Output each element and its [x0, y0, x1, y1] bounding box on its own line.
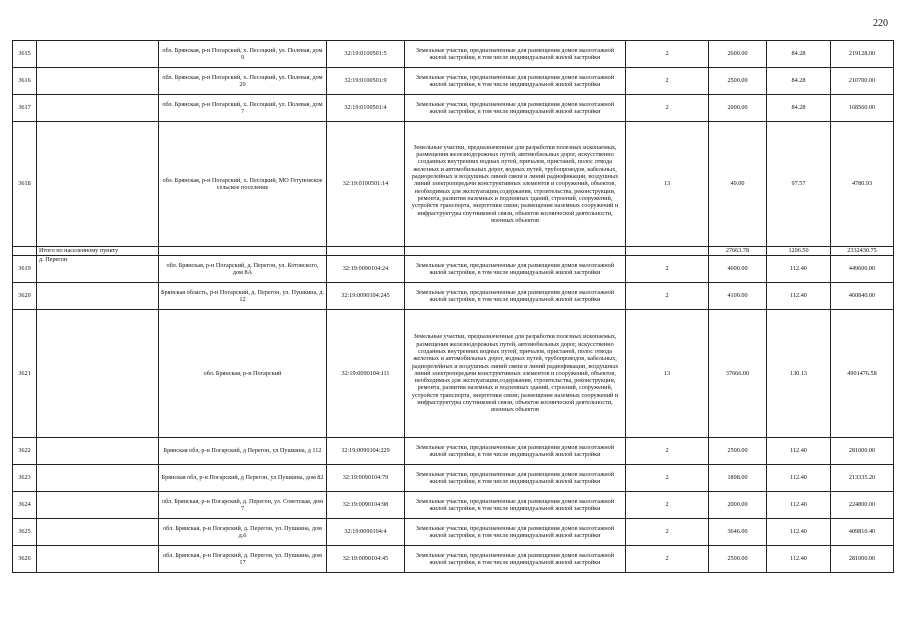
table-row — [13, 122, 894, 247]
cadastral-number-cell: 32:19:0100501:4 — [327, 95, 405, 122]
cadastral-value-cell: 460840.00 — [831, 283, 894, 310]
table-row — [13, 438, 894, 465]
settlement-name-cell: Итого по населенному пункту — [37, 247, 159, 256]
cadastral-value-cell: 2332430.75 — [831, 247, 894, 256]
row-number-cell: 3624 — [13, 492, 37, 519]
row-number-cell: 3623 — [13, 465, 37, 492]
specific-value-cell: 112.40 — [767, 283, 831, 310]
specific-value-cell: 112.40 — [767, 465, 831, 492]
address-cell: обл. Брянская, р-н Погарский, д. Перегон, ул. Советская, дом 7 — [159, 492, 327, 519]
cadastral-number-cell — [327, 247, 405, 256]
cadastral-value-cell: 210700.00 — [831, 68, 894, 95]
settlement-name-cell — [37, 438, 159, 465]
cadastral-number-cell: 32:19:0100501:14 — [327, 122, 405, 247]
cadastral-value-cell: 213335.20 — [831, 465, 894, 492]
specific-value-cell: 1206.50 — [767, 247, 831, 256]
row-number-cell: 3615 — [13, 41, 37, 68]
table-row — [13, 492, 894, 519]
category-code-cell: 2 — [626, 492, 709, 519]
category-code-cell: 2 — [626, 438, 709, 465]
land-cadastral-table — [12, 40, 894, 573]
cadastral-value-cell: 449600.00 — [831, 256, 894, 283]
cadastral-number-cell: 32:19:0090104:4 — [327, 519, 405, 546]
land-use-type-cell: Земельные участки, предназначенные для размещения домов малоэтажной жилой застройки, в том числе индивидуальной жилой застройки — [405, 465, 626, 492]
row-number-cell: 3622 — [13, 438, 37, 465]
address-cell: обл. Брянская, р-н Погарский, х. Песоцкий, ул. Полевая, дом 20 — [159, 68, 327, 95]
category-code-cell: 2 — [626, 95, 709, 122]
address-cell: обл. Брянская, р-н Погарский — [159, 310, 327, 438]
land-use-type-cell: Земельные участки, предназначенные для размещения домов малоэтажной жилой застройки, в том числе индивидуальной жилой застройки — [405, 68, 626, 95]
area-cell: 2600.00 — [709, 41, 767, 68]
cadastral-value-cell: 281000.00 — [831, 438, 894, 465]
row-number-cell: 3616 — [13, 68, 37, 95]
address-cell: обл. Брянская, р-н Погарский, д. Перегон, ул. Котовского, дом 8А — [159, 256, 327, 283]
land-use-type-cell — [405, 247, 626, 256]
category-code-cell: 2 — [626, 465, 709, 492]
table-row — [13, 68, 894, 95]
cadastral-number-cell: 32:19:0090104:111 — [327, 310, 405, 438]
table-row — [13, 41, 894, 68]
cadastral-number-cell: 32:19:0100501:5 — [327, 41, 405, 68]
settlement-name-cell — [37, 68, 159, 95]
category-code-cell: 2 — [626, 256, 709, 283]
category-code-cell — [626, 247, 709, 256]
row-number-cell: 3621 — [13, 310, 37, 438]
specific-value-cell: 97.57 — [767, 122, 831, 247]
area-cell: 4100.00 — [709, 283, 767, 310]
table-row — [13, 95, 894, 122]
settlement-name-cell — [37, 492, 159, 519]
category-code-cell: 2 — [626, 546, 709, 573]
table-row — [13, 519, 894, 546]
land-use-type-cell: Земельные участки, предназначенные для размещения домов малоэтажной жилой застройки, в том числе индивидуальной жилой застройки — [405, 438, 626, 465]
row-number-cell — [13, 247, 37, 256]
settlement-name-cell — [37, 283, 159, 310]
table-row — [13, 256, 894, 283]
table-row — [13, 546, 894, 573]
cadastral-number-cell: 32:19:0090104:229 — [327, 438, 405, 465]
address-cell: обл. Брянская, р-н Погарский, х. Песоцкий, ул. Полевая, дом 7 — [159, 95, 327, 122]
settlement-name-cell — [37, 465, 159, 492]
area-cell: 1898.00 — [709, 465, 767, 492]
specific-value-cell: 84.28 — [767, 41, 831, 68]
category-code-cell: 2 — [626, 41, 709, 68]
row-number-cell: 3626 — [13, 546, 37, 573]
cadastral-value-cell: 4901476.58 — [831, 310, 894, 438]
area-cell: 2000.00 — [709, 95, 767, 122]
specific-value-cell: 112.40 — [767, 546, 831, 573]
row-number-cell: 3619 — [13, 256, 37, 283]
land-use-type-cell: Земельные участки, предназначенные для разработки полезных ископаемых, размещения железнодорожных путей, автомобильных дорог, искусственно созданных внутренних водных путей, причалов, пристаней, полос отвода железных и автомобильных дорог, водных путей, трубопроводов, кабельных, радиорелейных и воздушных линий связи и линий радиофикации, воздушных линий электропередачи конструктивных элементов и сооружений, объектов, необходимых для эксплуатации,содержания, строительства, реконструкции, ремонта, развития наземных и подземных зданий, строений, сооружений, устройств транспорта, энергетики связи; размещения наземных сооружений и инфраструктуры спутниковой связи, объектов космической деятельности, военных объектов — [405, 122, 626, 247]
cadastral-number-cell: 32:19:0090104:24 — [327, 256, 405, 283]
category-code-cell: 2 — [626, 519, 709, 546]
specific-value-cell: 112.40 — [767, 519, 831, 546]
address-cell: Брянская обл, р-н Погарский, д Перегон, ул Пушкина, дом 82 — [159, 465, 327, 492]
address-cell: Брянская область, р-н Погарский, д. Перегон, ул. Пушкина, д. 12 — [159, 283, 327, 310]
row-number-cell: 3625 — [13, 519, 37, 546]
area-cell: 2500.00 — [709, 546, 767, 573]
land-use-type-cell: Земельные участки, предназначенные для размещения домов малоэтажной жилой застройки, в том числе индивидуальной жилой застройки — [405, 546, 626, 573]
area-cell: 2500.00 — [709, 68, 767, 95]
cadastral-value-cell: 281000.00 — [831, 546, 894, 573]
page-number: 220 — [873, 18, 888, 29]
row-number-cell: 3620 — [13, 283, 37, 310]
cadastral-number-cell: 32:19:0090104:98 — [327, 492, 405, 519]
settlement-name-cell: д. Перегон — [37, 256, 159, 283]
settlement-name-cell — [37, 546, 159, 573]
settlement-name-cell — [37, 122, 159, 247]
address-cell: Брянская обл, р-н Погарский, д Перегон, ул Пушкина, д 112 — [159, 438, 327, 465]
address-cell: обл. Брянская, р-н Погарский, д. Перегон, ул. Пушкина, дом 17 — [159, 546, 327, 573]
cadastral-value-cell: 168560.00 — [831, 95, 894, 122]
area-cell: 3646.00 — [709, 519, 767, 546]
category-code-cell: 2 — [626, 68, 709, 95]
settlement-name-cell — [37, 95, 159, 122]
row-number-cell: 3617 — [13, 95, 37, 122]
specific-value-cell: 112.40 — [767, 438, 831, 465]
area-cell: 27663.78 — [709, 247, 767, 256]
area-cell: 37666.00 — [709, 310, 767, 438]
table-row — [13, 283, 894, 310]
specific-value-cell: 84.28 — [767, 68, 831, 95]
category-code-cell: 13 — [626, 310, 709, 438]
category-code-cell: 2 — [626, 283, 709, 310]
land-use-type-cell: Земельные участки, предназначенные для размещения домов малоэтажной жилой застройки, в том числе индивидуальной жилой застройки — [405, 492, 626, 519]
land-use-type-cell: Земельные участки, предназначенные для размещения домов малоэтажной жилой застройки, в том числе индивидуальной жилой застройки — [405, 256, 626, 283]
cadastral-value-cell: 219128.00 — [831, 41, 894, 68]
address-cell — [159, 247, 327, 256]
specific-value-cell: 112.40 — [767, 492, 831, 519]
area-cell: 4000.00 — [709, 256, 767, 283]
specific-value-cell: 84.28 — [767, 95, 831, 122]
cadastral-number-cell: 32:19:0090104:245 — [327, 283, 405, 310]
table-row — [13, 310, 894, 438]
cadastral-value-cell: 224800.00 — [831, 492, 894, 519]
land-use-type-cell: Земельные участки, предназначенные для размещения домов малоэтажной жилой застройки, в том числе индивидуальной жилой застройки — [405, 41, 626, 68]
cadastral-value-cell: 409810.40 — [831, 519, 894, 546]
category-code-cell: 13 — [626, 122, 709, 247]
land-use-type-cell: Земельные участки, предназначенные для размещения домов малоэтажной жилой застройки, в том числе индивидуальной жилой застройки — [405, 519, 626, 546]
land-use-type-cell: Земельные участки, предназначенные для размещения домов малоэтажной жилой застройки, в том числе индивидуальной жилой застройки — [405, 283, 626, 310]
table-row — [13, 465, 894, 492]
area-cell: 2000.00 — [709, 492, 767, 519]
total-row — [13, 247, 894, 256]
specific-value-cell: 130.13 — [767, 310, 831, 438]
area-cell: 2500.00 — [709, 438, 767, 465]
settlement-name-cell — [37, 41, 159, 68]
specific-value-cell: 112.40 — [767, 256, 831, 283]
cadastral-number-cell: 32:19:0090104:45 — [327, 546, 405, 573]
address-cell: обл. Брянская, р-н Погарский, д. Перегон, ул. Пушкина, дом д.6 — [159, 519, 327, 546]
table-body — [13, 41, 894, 573]
area-cell: 49.00 — [709, 122, 767, 247]
cadastral-number-cell: 32:19:0100501:9 — [327, 68, 405, 95]
land-use-type-cell: Земельные участки, предназначенные для разработки полезных ископаемых, размещения железнодорожных путей, автомобильных дорог, искусственно созданных внутренних водных путей, причалов, пристаней, полос отвода железных и автомобильных дорог, водных путей, трубопроводов, кабельных, радиорелейных и воздушных линий связи и линий радиофикации, воздушных линий электропередачи конструктивных элементов и сооружений, объектов, необходимых для эксплуатации,содержания, строительства, реконструкции, ремонта, развития наземных и подземных зданий, строений, сооружений, устройств транспорта, энергетики связи; размещения наземных сооружений и инфраструктуры спутниковой связи, объектов космической деятельности, военных объектов — [405, 310, 626, 438]
row-number-cell: 3618 — [13, 122, 37, 247]
settlement-name-cell — [37, 519, 159, 546]
cadastral-value-cell: 4780.93 — [831, 122, 894, 247]
address-cell: обл. Брянская, р-н Погарский, х. Песоцкий, ул. Полевая, дом 9 — [159, 41, 327, 68]
settlement-name-cell — [37, 310, 159, 438]
land-use-type-cell: Земельные участки, предназначенные для размещения домов малоэтажной жилой застройки, в том числе индивидуальной жилой застройки — [405, 95, 626, 122]
address-cell: обл. Брянская, р-н Погарский, х. Песоцкий, МО Гетуновское сельское поселение — [159, 122, 327, 247]
cadastral-number-cell: 32:19:0090104:79 — [327, 465, 405, 492]
